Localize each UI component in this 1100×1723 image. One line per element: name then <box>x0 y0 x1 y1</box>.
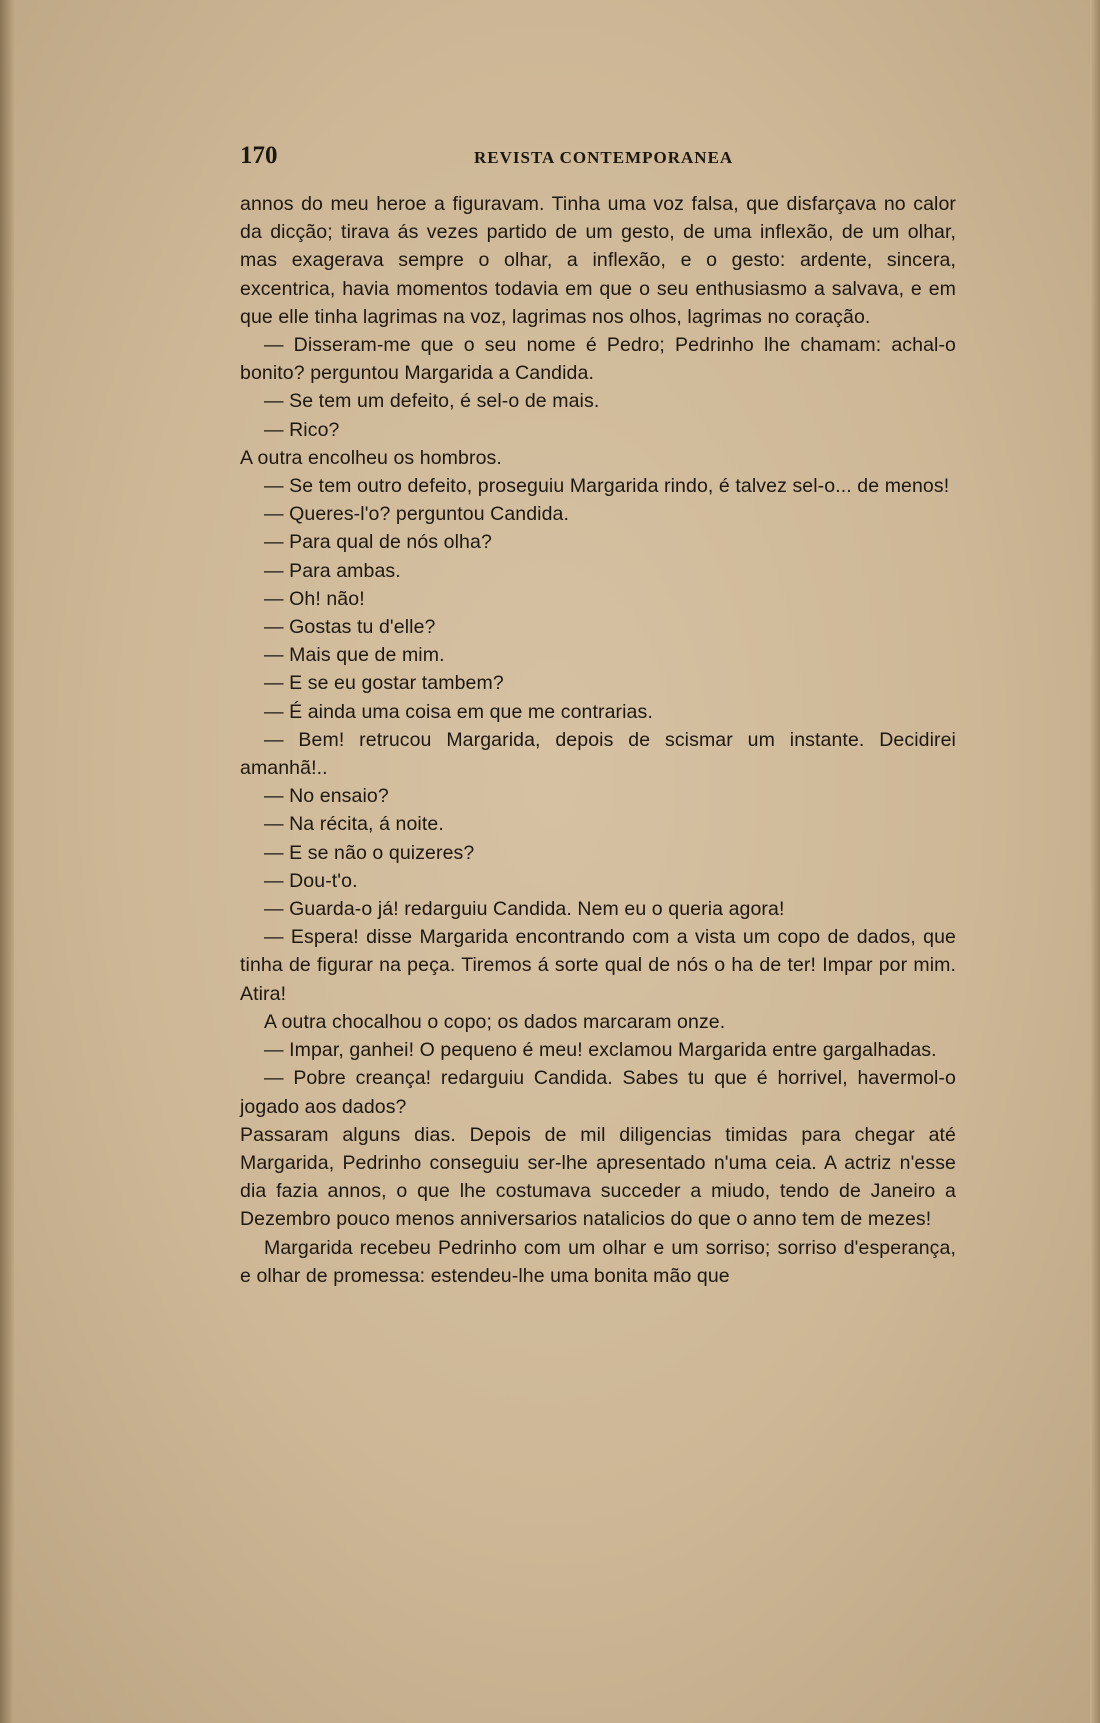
dialogue-line: — Para ambas. <box>264 559 401 582</box>
dialogue-line: — Se tem outro defeito, proseguiu Margarida rindo, é talvez sel-o... de menos! <box>264 475 950 498</box>
running-head: REVISTA CONTEMPORANEA <box>474 148 734 167</box>
dialogue-line: — Queres-l'o? perguntou Candida. <box>264 503 570 526</box>
dialogue-line: — Bem! retrucou Margarida, depois de scismar um instante. Decidirei amanhã!.. <box>240 728 956 780</box>
dialogue-line: — Espera! disse Margarida encontrando com a vista um copo de dados, que tinha de figurar na peça. Tiremos á sorte qual de nós o ha de ter! Impar por mim. Atira! <box>240 926 956 1005</box>
dialogue-line: — Rico? <box>264 418 340 441</box>
dialogue-line: — E se não o quizeres? <box>264 841 475 864</box>
dialogue-line: — Guarda-o já! redarguiu Candida. Nem eu o queria agora! <box>264 898 785 921</box>
body-text <box>240 190 956 1290</box>
dialogue-line: — Disseram-me que o seu nome é Pedro; Pedrinho lhe chamam: achal-o bonito? perguntou Margarida a Candida. <box>240 334 956 385</box>
paragraph: A outra chocalhou o copo; os dados marcaram onze. <box>264 1010 726 1033</box>
dialogue-line: — Se tem um defeito, é sel-o de mais. <box>264 390 600 413</box>
page-right-edge <box>1090 0 1100 1723</box>
page-number: 170 <box>240 142 278 169</box>
dialogue-line: — Mais que de mim. <box>264 644 445 667</box>
dialogue-line: — Dou-t'o. <box>264 869 358 892</box>
page-left-edge <box>0 0 14 1723</box>
paragraph: Passaram alguns dias. Depois de mil diligencias timidas para chegar até Margarida, Pedrinho conseguiu ser-lhe apresentado n'uma ceia. A actriz n'esse dia fazia annos, o que lhe costumava succeder a miudo, tendo de Janeiro a Dezembro pouco menos anniversarios natalicios do que o anno tem de mezes! <box>240 1123 956 1231</box>
dialogue-line: — Impar, ganhei! O pequeno é meu! exclamou Margarida entre gargalhadas. <box>264 1039 937 1062</box>
dialogue-line: — É ainda uma coisa em que me contrarias. <box>264 700 653 723</box>
dialogue-line: — Gostas tu d'elle? <box>264 616 436 639</box>
paragraph: A outra encolheu os hombros. <box>240 446 502 469</box>
paragraph: Margarida recebeu Pedrinho com um olhar e um sorriso; sorriso d'esperança, e olhar de promessa: estendeu-lhe uma bonita mão que <box>240 1236 956 1287</box>
dialogue-line: — No ensaio? <box>264 785 389 808</box>
page-header <box>240 142 960 172</box>
paragraph: annos do meu heroe a figuravam. Tinha uma voz falsa, que disfarçava no calor da dicção; tirava ás vezes partido de um gesto, de uma inflexão, de um olhar, mas exagerava sempre o olhar, a inflexão, e o gesto: ardente, sincera, excentrica, havia momentos todavia em que o seu enthusiasmo a salvava, e em que elle tinha lagrimas na voz, lagrimas nos olhos, lagrimas no coração. <box>240 193 956 328</box>
dialogue-line: — Para qual de nós olha? <box>264 531 492 554</box>
dialogue-line: — Oh! não! <box>264 587 365 610</box>
dialogue-line: — Na récita, á noite. <box>264 813 444 836</box>
dialogue-line: — Pobre creança! redarguiu Candida. Sabes tu que é horrivel, havermol-o jogado aos dados? <box>240 1067 956 1118</box>
dialogue-line: — E se eu gostar tambem? <box>264 672 504 695</box>
